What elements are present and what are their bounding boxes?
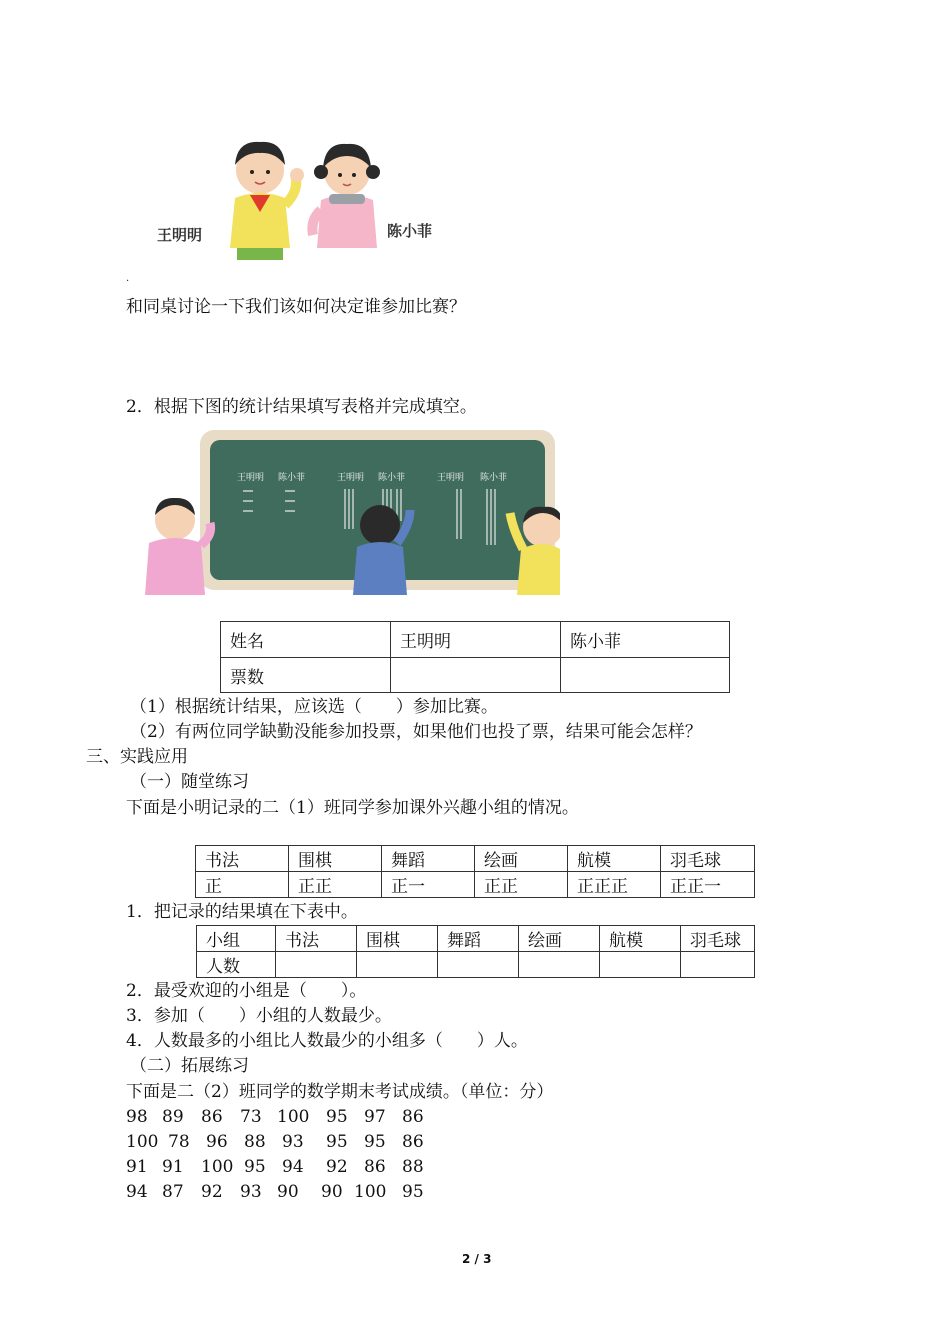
table-cell: 舞蹈 xyxy=(382,846,475,872)
score-value: 86 xyxy=(402,1107,424,1127)
children-illustration xyxy=(125,120,455,270)
table-cell: 姓名 xyxy=(221,622,391,658)
answer-cell[interactable] xyxy=(357,952,438,978)
score-value: 88 xyxy=(244,1132,266,1152)
score-value: 87 xyxy=(162,1182,184,1202)
illustration-label-chenxiaofei: 陈小菲 xyxy=(387,222,433,240)
score-value: 93 xyxy=(240,1182,262,1202)
score-value: 88 xyxy=(402,1157,424,1177)
score-value: 89 xyxy=(162,1107,184,1127)
table-cell: 正正 xyxy=(289,872,382,898)
part-1-question-4: 4．人数最多的小组比人数最少的小组多（ ）人。 xyxy=(126,1031,528,1051)
score-value: 95 xyxy=(244,1157,266,1177)
table-row xyxy=(197,952,755,978)
table-row xyxy=(197,926,755,952)
stray-dot: . xyxy=(126,273,130,284)
score-value: 95 xyxy=(364,1132,386,1152)
score-value: 100 xyxy=(277,1107,310,1127)
part-2-intro: 下面是二（2）班同学的数学期末考试成绩。（单位：分） xyxy=(126,1082,554,1102)
answer-cell[interactable] xyxy=(561,658,730,693)
score-value: 92 xyxy=(326,1157,348,1177)
score-value: 95 xyxy=(402,1182,424,1202)
table-row xyxy=(221,658,730,693)
table-cell: 正正一 xyxy=(661,872,755,898)
score-value: 95 xyxy=(326,1132,348,1152)
table-cell: 围棋 xyxy=(289,846,382,872)
score-value: 94 xyxy=(282,1157,304,1177)
table-cell: 书法 xyxy=(196,846,289,872)
count-table xyxy=(196,925,755,978)
board-header-2: 陈小菲 xyxy=(278,473,306,483)
table-row xyxy=(196,846,755,872)
score-value: 86 xyxy=(364,1157,386,1177)
part-1-question-2: 2．最受欢迎的小组是（ ）。 xyxy=(126,981,367,1001)
page-number: 2 / 3 xyxy=(462,1252,492,1266)
score-value: 100 xyxy=(354,1182,387,1202)
discuss-question: 和同桌讨论一下我们该如何决定谁参加比赛？ xyxy=(126,297,466,317)
score-value: 94 xyxy=(126,1182,148,1202)
table-cell: 正一 xyxy=(382,872,475,898)
answer-cell[interactable] xyxy=(519,952,600,978)
answer-cell[interactable] xyxy=(681,952,755,978)
answer-cell[interactable] xyxy=(438,952,519,978)
board-header-3: 王明明 xyxy=(337,473,365,483)
table-cell: 王明明 xyxy=(391,622,561,658)
boy-figure xyxy=(230,142,304,260)
table-cell: 正正正 xyxy=(568,872,661,898)
table-cell: 陈小菲 xyxy=(561,622,730,658)
blackboard-illustration xyxy=(135,425,560,600)
table-cell: 小组 xyxy=(197,926,276,952)
table-cell: 书法 xyxy=(276,926,357,952)
vote-table xyxy=(220,621,730,693)
answer-cell[interactable] xyxy=(276,952,357,978)
part-1-question-3: 3．参加（ ）小组的人数最少。 xyxy=(126,1006,392,1026)
score-value: 86 xyxy=(402,1132,424,1152)
board-header-6: 陈小菲 xyxy=(480,473,508,483)
table-cell: 舞蹈 xyxy=(438,926,519,952)
score-value: 98 xyxy=(126,1107,148,1127)
board-header-5: 王明明 xyxy=(437,473,465,483)
score-value: 92 xyxy=(201,1182,223,1202)
table-cell: 羽毛球 xyxy=(661,846,755,872)
score-value: 91 xyxy=(126,1157,148,1177)
table-row xyxy=(196,872,755,898)
table-cell: 绘画 xyxy=(519,926,600,952)
part-1-question-1: 1．把记录的结果填在下表中。 xyxy=(126,902,358,922)
answer-cell[interactable] xyxy=(391,658,561,693)
score-value: 78 xyxy=(168,1132,190,1152)
board-header-1: 王明明 xyxy=(237,473,265,483)
table-row xyxy=(221,622,730,658)
score-value: 91 xyxy=(162,1157,184,1177)
table-cell: 航模 xyxy=(568,846,661,872)
score-value: 90 xyxy=(321,1182,343,1202)
score-value: 90 xyxy=(277,1182,299,1202)
question-2-sub-2: （2）有两位同学缺勤没能参加投票，如果他们也投了票，结果可能会怎样？ xyxy=(130,722,702,742)
question-2-sub-1: （1）根据统计结果，应该选（ ）参加比赛。 xyxy=(130,697,498,717)
score-value: 95 xyxy=(326,1107,348,1127)
table-cell: 羽毛球 xyxy=(681,926,755,952)
table-cell: 正正 xyxy=(475,872,568,898)
score-value: 96 xyxy=(206,1132,228,1152)
answer-cell[interactable] xyxy=(600,952,681,978)
question-2-title: 2．根据下图的统计结果填写表格并完成填空。 xyxy=(126,397,477,417)
table-cell: 人数 xyxy=(197,952,276,978)
table-cell: 正 xyxy=(196,872,289,898)
tally-table xyxy=(195,845,755,898)
section-3-title: 三、实践应用 xyxy=(86,747,188,767)
illustration-label-wangmingming: 王明明 xyxy=(157,226,203,244)
board-header-4: 陈小菲 xyxy=(378,473,406,483)
score-value: 100 xyxy=(126,1132,159,1152)
part-1-title: （一）随堂练习 xyxy=(130,772,249,792)
part-2-title: （二）拓展练习 xyxy=(130,1056,249,1076)
table-cell: 票数 xyxy=(221,658,391,693)
table-cell: 航模 xyxy=(600,926,681,952)
part-1-intro: 下面是小明记录的二（1）班同学参加课外兴趣小组的情况。 xyxy=(126,798,579,818)
table-cell: 围棋 xyxy=(357,926,438,952)
score-value: 100 xyxy=(201,1157,234,1177)
table-cell: 绘画 xyxy=(475,846,568,872)
score-value: 93 xyxy=(282,1132,304,1152)
score-value: 97 xyxy=(364,1107,386,1127)
score-value: 86 xyxy=(201,1107,223,1127)
girl-figure xyxy=(312,144,380,248)
score-value: 73 xyxy=(240,1107,262,1127)
